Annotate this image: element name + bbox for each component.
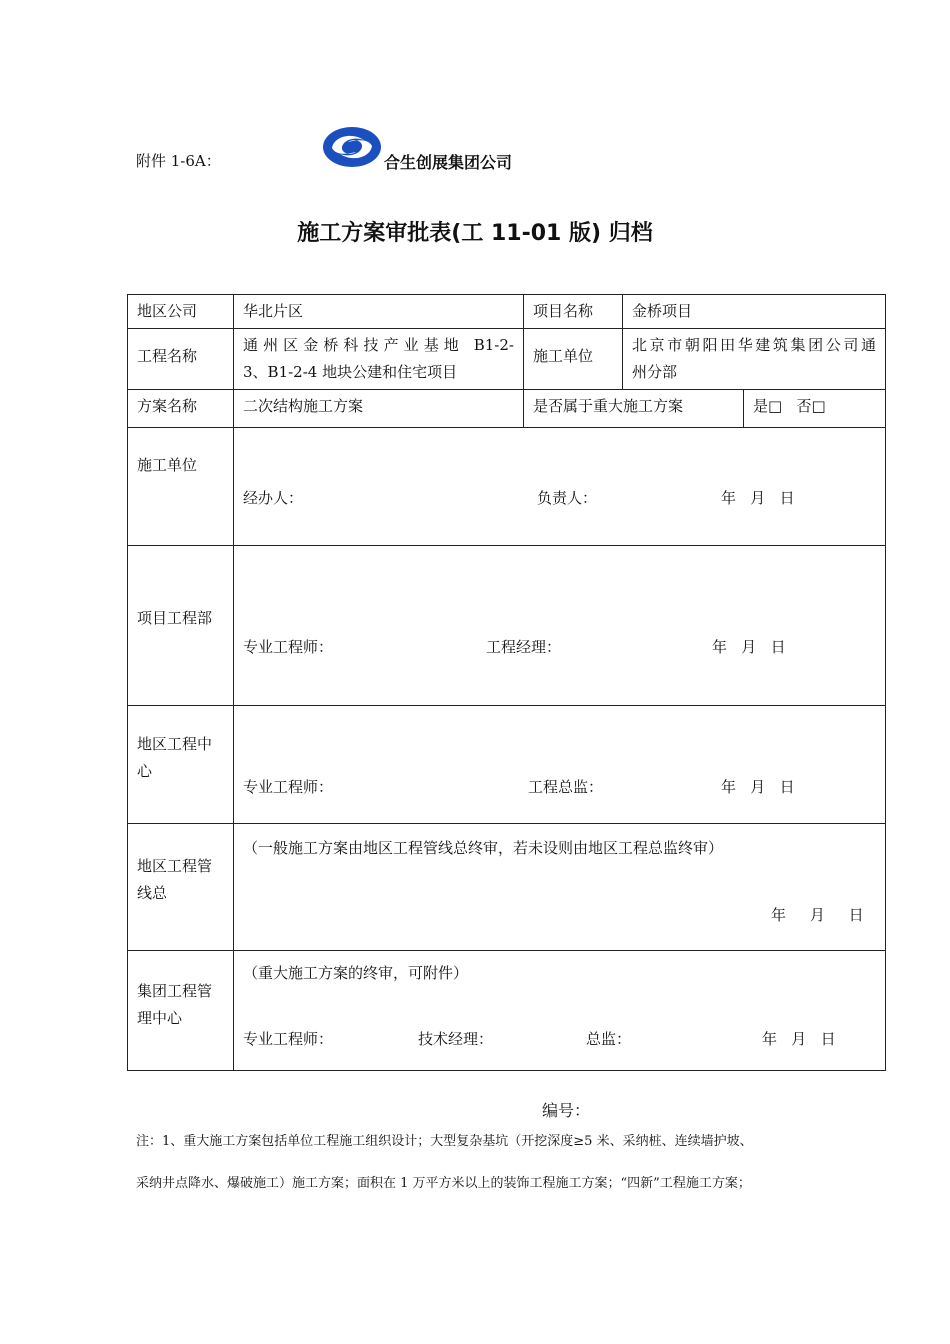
regional-head-sign-area[interactable] <box>234 824 886 951</box>
group-center-date: 年 月 日 <box>762 1030 836 1048</box>
regional-head-label-line1: 地区工程管 <box>137 857 213 875</box>
project-engineer-field: 专业工程师： <box>243 638 334 656</box>
project-dept-label-cell <box>128 546 234 706</box>
page-title: 施工方案审批表(工 11-01 版) 归档 <box>297 221 653 246</box>
row-engineering-name <box>128 329 886 390</box>
engineering-name-line1: 通州区金桥科技产业基地 B1-2- <box>243 336 514 354</box>
regional-center-label-line1: 地区工程中 <box>137 735 213 753</box>
major-plan-options[interactable]: 是□ 否□ <box>753 397 826 415</box>
construction-unit-section-label: 施工单位 <box>137 456 198 474</box>
engineering-name-label-cell <box>128 329 234 390</box>
group-chief-supervisor-field: 总监： <box>586 1030 632 1048</box>
region-company-label-cell <box>128 295 234 329</box>
regional-center-sign-area[interactable] <box>234 706 886 824</box>
project-manager-field: 工程经理： <box>486 638 562 656</box>
project-dept-sign-area[interactable] <box>234 546 886 706</box>
major-plan-question-cell <box>524 390 744 428</box>
regional-engineer-field: 专业工程师： <box>243 778 334 796</box>
region-company-label: 地区公司 <box>137 302 198 320</box>
serial-number-label: 编号： <box>542 1101 591 1120</box>
row-construction-unit-sign <box>128 428 886 546</box>
company-logo-icon <box>322 126 382 168</box>
note-line-2: 采纳井点降水、爆破施工）施工方案；面积在 1 万平方米以上的装饰工程施工方案；“四新”工程施工方案； <box>136 1176 751 1191</box>
plan-name-value-cell[interactable] <box>234 390 524 428</box>
regional-head-label-cell <box>128 824 234 951</box>
construction-unit-section-label-cell <box>128 428 234 546</box>
construction-unit-date: 年 月 日 <box>721 489 795 507</box>
project-name-label: 项目名称 <box>533 302 594 320</box>
regional-center-label-cell <box>128 706 234 824</box>
regional-supervisor-field: 工程总监： <box>528 778 604 796</box>
project-name-label-cell <box>524 295 623 329</box>
regional-center-label-line2: 心 <box>137 762 153 780</box>
group-center-label-cell <box>128 951 234 1071</box>
engineering-name-line2: 3、B1-2-4 地块公建和住宅项目 <box>243 363 458 381</box>
attachment-label: 附件 1-6A： <box>136 152 221 170</box>
major-plan-question: 是否属于重大施工方案 <box>533 397 684 415</box>
group-center-note: （重大施工方案的终审，可附件） <box>243 964 469 982</box>
row-region-company <box>128 295 886 329</box>
group-center-sign-area[interactable] <box>234 951 886 1071</box>
group-tech-manager-field: 技术经理： <box>418 1030 494 1048</box>
group-engineer-field: 专业工程师： <box>243 1030 334 1048</box>
plan-name-label: 方案名称 <box>137 397 198 415</box>
responsible-field: 负责人： <box>537 489 598 507</box>
regional-center-date: 年 月 日 <box>721 778 795 796</box>
plan-name-label-cell <box>128 390 234 428</box>
row-regional-head-sign <box>128 824 886 951</box>
project-dept-label: 项目工程部 <box>137 609 213 627</box>
region-company-value-cell[interactable] <box>234 295 524 329</box>
project-dept-date: 年 月 日 <box>712 638 786 656</box>
row-plan-name <box>128 390 886 428</box>
regional-head-label-line2: 线总 <box>137 884 168 902</box>
company-name: 合生创展集团公司 <box>384 153 513 172</box>
row-group-center-sign <box>128 951 886 1071</box>
group-center-label-line1: 集团工程管 <box>137 982 213 1000</box>
project-name-value: 金桥项目 <box>632 302 693 320</box>
construction-unit-label-cell <box>524 329 623 390</box>
major-plan-options-cell[interactable] <box>744 390 886 428</box>
row-regional-center-sign <box>128 706 886 824</box>
handler-field: 经办人： <box>243 489 304 507</box>
construction-unit-line2: 州分部 <box>632 363 678 381</box>
plan-name-value: 二次结构施工方案 <box>243 397 364 415</box>
approval-form-table <box>127 294 886 1071</box>
construction-unit-line1: 北京市朝阳田华建筑集团公司通 <box>632 336 877 354</box>
engineering-name-value-cell[interactable] <box>234 329 524 390</box>
group-center-label-line2: 理中心 <box>137 1009 183 1027</box>
project-name-value-cell[interactable] <box>623 295 886 329</box>
region-company-value: 华北片区 <box>243 302 304 320</box>
construction-unit-sign-area[interactable] <box>234 428 886 546</box>
engineering-name-label: 工程名称 <box>137 347 198 365</box>
regional-head-date: 年 月 日 <box>771 906 864 924</box>
regional-head-note: （一般施工方案由地区工程管线总终审，若未设则由地区工程总监终审） <box>243 839 724 857</box>
row-project-dept-sign <box>128 546 886 706</box>
construction-unit-value-cell[interactable] <box>623 329 886 390</box>
construction-unit-label: 施工单位 <box>533 347 594 365</box>
note-line-1: 注：1、重大施工方案包括单位工程施工组织设计；大型复杂基坑（开挖深度≥5 米、采纳桩、连续墙护坡、 <box>136 1134 753 1149</box>
